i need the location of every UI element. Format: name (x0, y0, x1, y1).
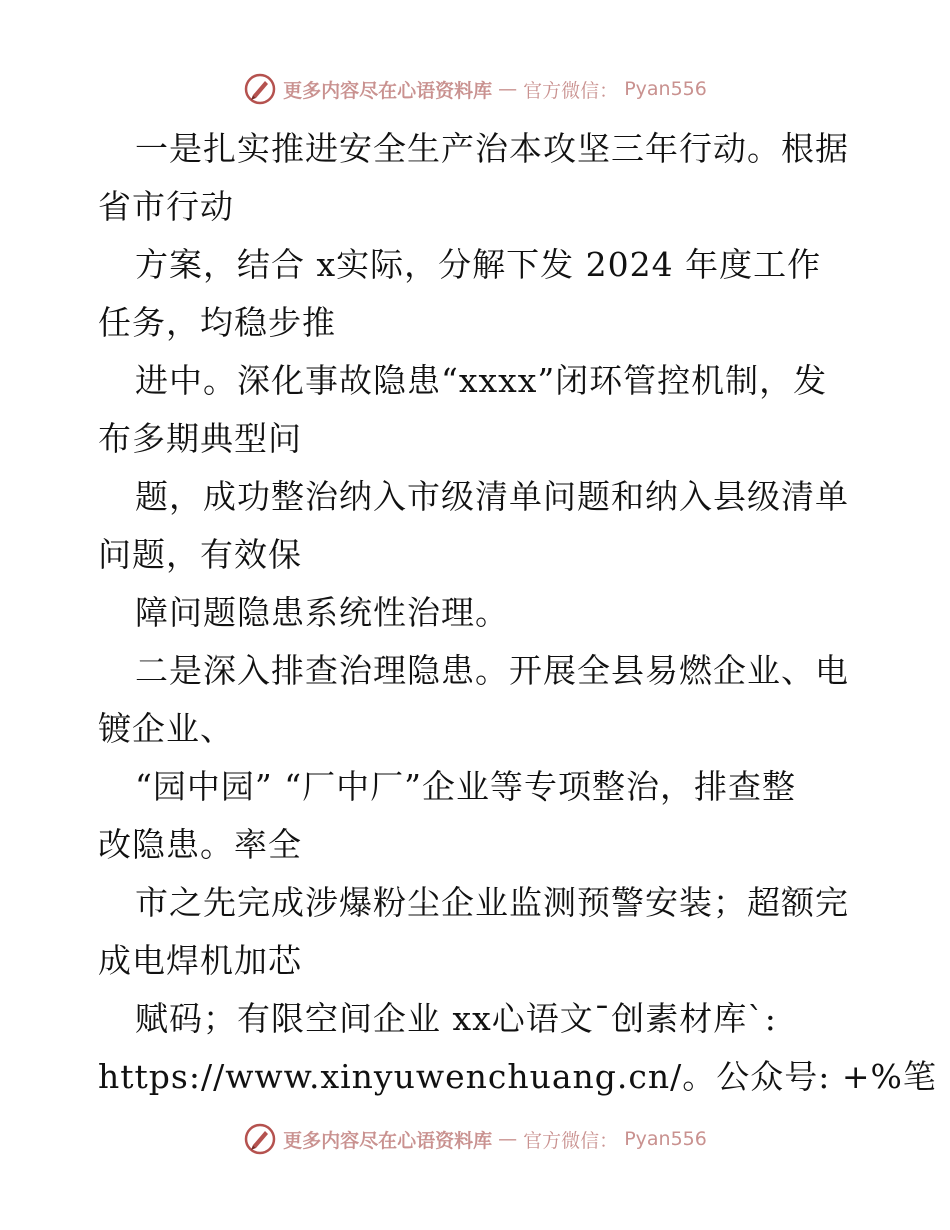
text-line: 赋码；有限空间企业 xx心语文¯创素材库`: (135, 999, 777, 1038)
text-line: 障问题隐患系统性治理。 (135, 593, 509, 632)
text-line-link[interactable]: https://www.xinyuwenchuang.cn/。公众号: +%笔 (98, 1057, 937, 1096)
header-watermark (0, 72, 950, 106)
text-line: 进中。深化事故隐患“xxxx”闭环管控机制，发 (135, 361, 828, 400)
banner-title: 更多内容尽在心语资料库 (283, 1129, 493, 1152)
text-line: 一是扎实推进安全生产治本攻坚三年行动。根据 (135, 129, 849, 168)
banner-title: 更多内容尽在心语资料库 (283, 79, 493, 102)
text-line: 成电焊机加芯 (98, 941, 302, 980)
banner-wechat-label: 官方微信： (523, 1129, 619, 1152)
banner-separator: — (498, 1128, 518, 1150)
footer-watermark (0, 1122, 950, 1156)
pen-logo-icon (243, 1122, 277, 1156)
text-line: 省市行动 (98, 187, 234, 226)
text-line: 题，成功整治纳入市级清单问题和纳入县级清单 (135, 477, 849, 516)
text-line: 问题，有效保 (98, 535, 302, 574)
text-line: 布多期典型问 (98, 419, 302, 458)
text-line: 镀企业、 (98, 709, 234, 748)
document-body (98, 120, 937, 1106)
text-line: 二是深入排查治理隐患。开展全县易燃企业、电 (135, 651, 849, 690)
text-line: 任务，均稳步推 (98, 303, 336, 342)
text-line: 改隐患。率全 (98, 825, 302, 864)
banner-wechat-id: Pyan556 (624, 1128, 707, 1150)
banner-separator: — (498, 78, 518, 100)
text-line: “园中园” “厂中厂”企业等专项整治，排查整 (135, 767, 796, 806)
pen-logo-icon (243, 72, 277, 106)
banner-wechat-label: 官方微信： (523, 79, 619, 102)
banner-wechat-id: Pyan556 (624, 78, 707, 100)
text-line: 市之先完成涉爆粉尘企业监测预警安装；超额完 (135, 883, 849, 922)
text-line: 方案，结合 x实际，分解下发 2024 年度工作 (135, 245, 822, 284)
